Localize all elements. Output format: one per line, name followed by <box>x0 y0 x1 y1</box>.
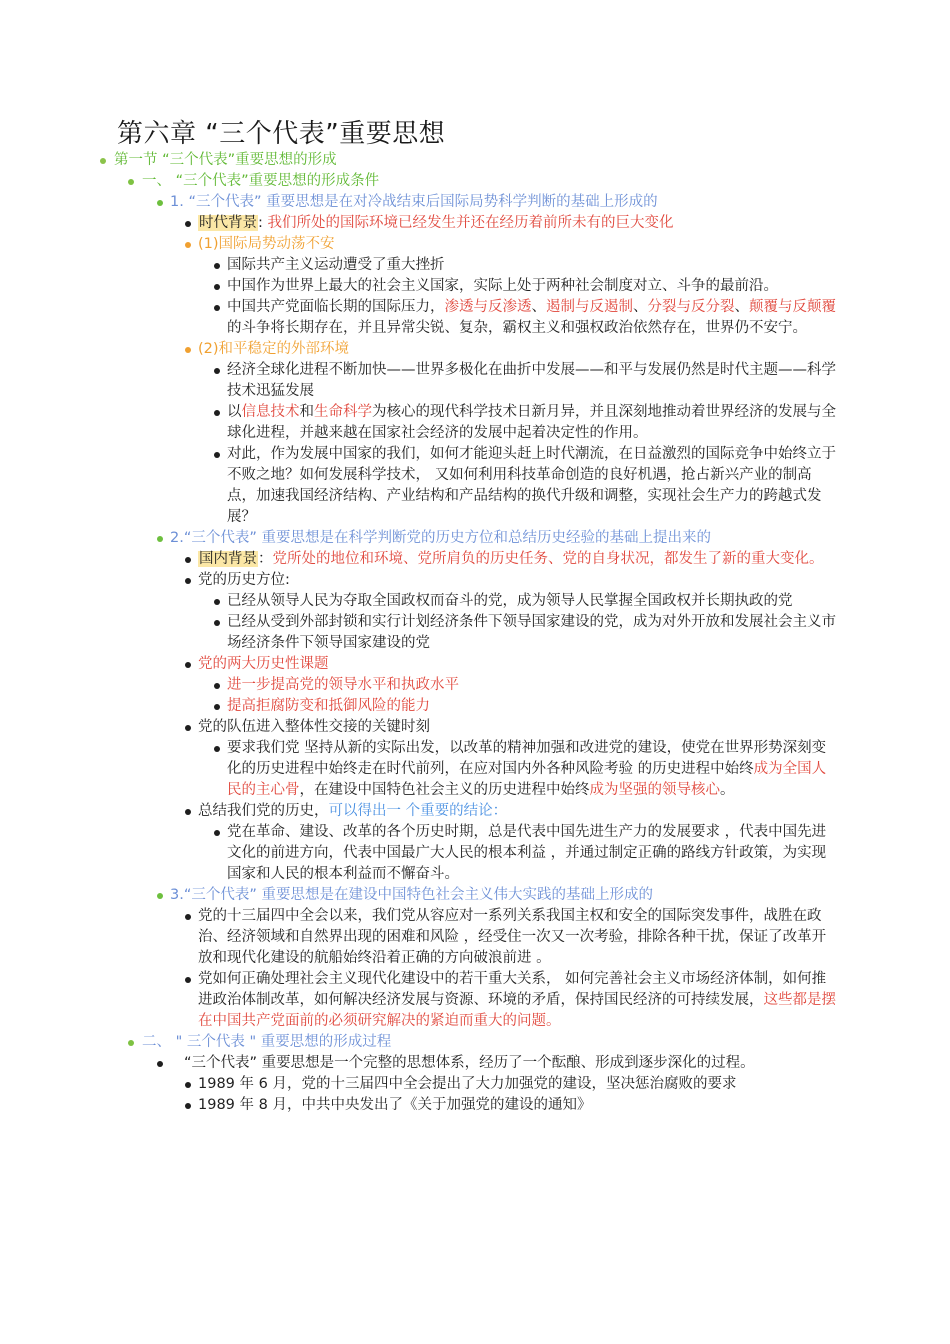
list-item <box>0 1053 950 1074</box>
list-item <box>0 738 950 801</box>
list-item <box>0 444 950 528</box>
list-item <box>0 234 950 255</box>
item-text: 经济全球化进程不断加快——世界多极化在曲折中发展——和平与发展仍然是时代主题——科学技术迅猛发展 <box>227 362 836 399</box>
background-text: 我们所处的国际环境已经发生并还在经历着前所未有的巨大变化 <box>267 215 674 231</box>
list-item <box>0 1095 950 1116</box>
list-item <box>0 801 950 822</box>
background-text: 党所处的地位和环境、党所肩负的历史任务、党的自身状况，都发生了新的重大变化。 <box>272 551 824 567</box>
item-text: 提高拒腐防变和抵御风险的能力 <box>227 698 430 714</box>
page-title: 第六章 “三个代表”重要思想 <box>117 119 446 149</box>
point-label: 2.“三个代表” 重要思想是在科学判断党的历史方位和总结历史经验的基础上提出来的 <box>170 530 711 546</box>
subsection-heading <box>0 171 950 192</box>
item-text: 的斗争将长期存在，并且异常尖锐、复杂，霸权主义和强权政治依然存在，世界仍不安宁。 <box>227 320 807 336</box>
section-heading <box>0 150 950 171</box>
item-text: 以 <box>227 404 242 420</box>
highlight-text: 成为坚强的领导核心 <box>589 782 720 798</box>
bullet-icon <box>100 158 106 164</box>
bullet-icon <box>185 1082 191 1088</box>
bullet-icon <box>185 914 191 920</box>
subtopic-label: 党的历史方位: <box>198 572 290 588</box>
bullet-icon <box>185 242 191 248</box>
item-text: 中国作为世界上最大的社会主义国家，实际上处于两种社会制度对立、斗争的最前沿。 <box>227 278 778 294</box>
item-text: 已经从受到外部封锁和实行计划经济条件下领导国家建设的党，成为对外开放和发展社会主义市场经济条件下领导国家建设的党 <box>227 614 836 651</box>
colon: : <box>258 215 268 231</box>
bullet-icon <box>185 578 191 584</box>
item-text: ，在建设中国特色社会主义的历史进程中始终 <box>299 782 590 798</box>
item-text: 国际共产主义运动遭受了重大挫折 <box>227 257 445 273</box>
bullet-icon <box>185 725 191 731</box>
bullet-icon <box>185 977 191 983</box>
item-text: 1989 年 8 月，中共中央发出了《关于加强党的建设的通知》 <box>198 1097 592 1113</box>
item-text: “三个代表” 重要思想是一个完整的思想体系，经历了一个酝酿、形成到逐步深化的过程。 <box>184 1055 755 1071</box>
bullet-icon <box>128 1040 134 1046</box>
subtopic-label: (1)国际局势动荡不安 <box>198 236 335 252</box>
bullet-icon <box>214 284 220 290</box>
list-item <box>0 276 950 297</box>
subsection-label: 一、 “三个代表”重要思想的形成条件 <box>142 173 380 189</box>
bullet-icon <box>214 263 220 269</box>
item-text: 已经从领导人民为夺取全国政权而奋斗的党，成为领导人民掌握全国政权并长期执政的党 <box>227 593 793 609</box>
list-item <box>0 675 950 696</box>
bullet-icon <box>157 1061 163 1067</box>
bullet-icon <box>157 893 163 899</box>
list-item <box>0 1074 950 1095</box>
bullet-icon <box>214 305 220 311</box>
bullet-icon <box>214 452 220 458</box>
list-item <box>0 255 950 276</box>
item-text: 和 <box>299 404 314 420</box>
outline <box>0 150 950 1116</box>
bullet-icon <box>185 221 191 227</box>
list-item <box>0 549 950 570</box>
list-item <box>0 297 950 339</box>
separator: 、 <box>633 299 648 315</box>
bullet-icon <box>157 200 163 206</box>
list-item <box>0 402 950 444</box>
highlight-text: 可以得出一 个重要的结论： <box>328 803 508 819</box>
bullet-icon <box>214 746 220 752</box>
list-item <box>0 969 950 1032</box>
bullet-icon <box>185 809 191 815</box>
item-text: 总结我们党的历史， <box>198 803 329 819</box>
point-label: 1. “三个代表” 重要思想是在对冷战结束后国际局势科学判断的基础上形成的 <box>170 194 658 210</box>
bullet-icon <box>185 1103 191 1109</box>
bullet-icon <box>185 557 191 563</box>
list-item <box>0 654 950 675</box>
item-text: 进一步提高党的领导水平和执政水平 <box>227 677 459 693</box>
colon: ： <box>258 551 273 567</box>
item-text: 党的十三届四中全会以来，我们党从容应对一系列关系我国主权和安全的国际突发事件，战胜在政治、经济领域和自然界出现的困难和风险 ，经受住一次又一次考验，排除各种干扰，保证了改革开放和现代化建设的航船始终沿着正确的方向破浪前进 。 <box>198 908 827 966</box>
point-label: 3.“三个代表” 重要思想是在建设中国特色社会主义伟大实践的基础上形成的 <box>170 887 653 903</box>
highlight-text: 分裂与反分裂 <box>647 299 735 315</box>
list-item <box>0 906 950 969</box>
list-item <box>0 696 950 717</box>
list-item <box>0 591 950 612</box>
bullet-icon <box>185 662 191 668</box>
item-text: 中国共产党面临长期的国际压力， <box>227 299 445 315</box>
item-text: 对此，作为发展中国家的我们，如何才能迎头赶上时代潮流，在日益激烈的国际竞争中始终立于不败之地？如何发展科学技术， 又如何利用科技革命创造的良好机遇，抢占新兴产业的制高点，加速我国经济结构、产业结构和产品结构的换代升级和调整，实现社会生产力的跨越式发展？ <box>227 446 836 525</box>
subsection-label: 二、 " 三个代表 " 重要思想的形成过程 <box>142 1034 392 1050</box>
point-heading <box>0 528 950 549</box>
separator: 、 <box>734 299 749 315</box>
background-key: 国内背景 <box>199 551 257 567</box>
subtopic-label: (2)和平稳定的外部环境 <box>198 341 350 357</box>
bullet-icon <box>214 683 220 689</box>
bullet-icon <box>157 536 163 542</box>
list-item <box>0 717 950 738</box>
subsection-heading <box>0 1032 950 1053</box>
bullet-icon <box>214 410 220 416</box>
point-heading <box>0 885 950 906</box>
item-text: 党在革命、建设、改革的各个历史时期，总是代表中国先进生产力的发展要求 ，代表中国先进文化的前进方向，代表中国最广大人民的根本利益 ，并通过制定正确的路线方针政策，为实现国家和人民的根本利益而不懈奋斗。 <box>227 824 827 882</box>
bullet-icon <box>214 599 220 605</box>
item-text: 要求我们党 坚持从新的实际出发，以改革的精神加强和改进党的建设，使党在世界形势深刻变化的历史进程中始终走在时代前列，在应对国内外各种风险考验 的历史进程中始终 <box>227 740 827 777</box>
subtopic-label: 党的队伍进入整体性交接的关键时刻 <box>198 719 430 735</box>
bullet-icon <box>214 368 220 374</box>
item-text: 为核心的现代科学技术日新月异，并且深刻地推动着世界经济的发展与全球化进程，并越来越在国家社会经济的发展中起着决定性的作用。 <box>227 404 836 441</box>
list-item <box>0 213 950 234</box>
list-item <box>0 360 950 402</box>
item-text: 1989 年 6 月，党的十三届四中全会提出了大力加强党的建设，坚决惩治腐败的要求 <box>198 1076 737 1092</box>
bullet-icon <box>185 347 191 353</box>
highlight-text: 信息技术 <box>241 404 300 420</box>
separator: 、 <box>531 299 546 315</box>
item-text: 党如何正确处理社会主义现代化建设中的若干重大关系， 如何完善社会主义市场经济体制，如何推进政治体制改革，如何解决经济发展与资源、环境的矛盾，保持国民经济的可持续发展， <box>198 971 827 1008</box>
point-heading <box>0 192 950 213</box>
bullet-icon <box>128 179 134 185</box>
highlight-text: 生命科学 <box>314 404 372 420</box>
item-text: 。 <box>720 782 735 798</box>
bullet-icon <box>214 704 220 710</box>
highlight-text: 这些都是摆在中国共产党面前的必须研究解决的紧迫而重大的问题。 <box>198 992 836 1029</box>
highlight-text: 成为全国人民的主心骨 <box>227 761 827 798</box>
list-item <box>0 570 950 591</box>
section-label: 第一节 “三个代表”重要思想的形成 <box>114 152 337 168</box>
subtopic-label: 党的两大历史性课题 <box>198 656 329 672</box>
highlight-text: 颠覆与反颠覆 <box>749 299 836 315</box>
highlight-text: 渗透与反渗透 <box>444 299 532 315</box>
bullet-icon <box>214 620 220 626</box>
list-item <box>0 822 950 885</box>
list-item <box>0 339 950 360</box>
highlight-text: 遏制与反遏制 <box>546 299 633 315</box>
list-item <box>0 612 950 654</box>
background-key: 时代背景 <box>199 215 257 231</box>
bullet-icon <box>214 830 220 836</box>
